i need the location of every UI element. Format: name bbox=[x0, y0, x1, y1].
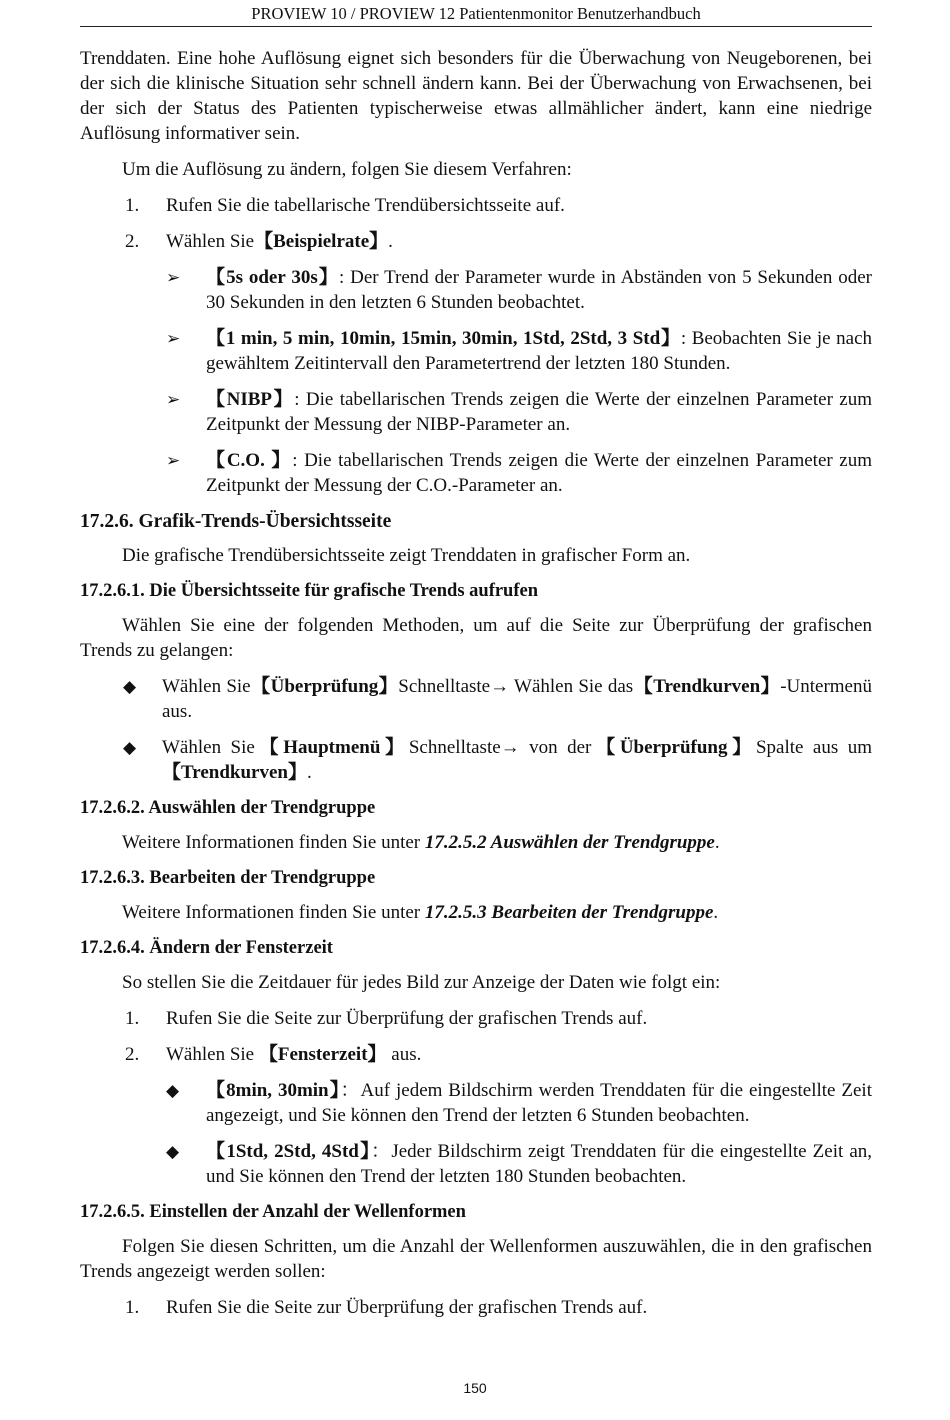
arrow-bullet-icon: ➢ bbox=[166, 451, 181, 470]
item-bold: 【1Std, 2Std, 4Std】 bbox=[206, 1141, 371, 1162]
step-number: 1. bbox=[125, 195, 140, 216]
method-item-2 bbox=[80, 735, 872, 785]
item-bold: 【Trendkurven】 bbox=[633, 676, 781, 697]
section-text bbox=[80, 830, 872, 855]
res-step-2 bbox=[80, 229, 872, 254]
rate-bold: 【1 min, 5 min, 10min, 15min, 30min, 1Std, 2Std, 3 Std】 bbox=[206, 328, 681, 349]
arrow-bullet-icon: ➢ bbox=[166, 390, 181, 409]
item-bold: 【Trendkurven】 bbox=[162, 762, 307, 783]
step-text: Rufen Sie die Seite zur Überprüfung der grafischen Trends auf. bbox=[166, 1297, 648, 1318]
item-text: -Untermenü aus. bbox=[162, 676, 872, 722]
resolution-intro: Um die Auflösung zu ändern, folgen Sie diesem Verfahren: bbox=[122, 159, 572, 180]
section-heading-17-2-6-5: 17.2.6.5. Einstellen der Anzahl der Wellenformen bbox=[80, 1202, 466, 1222]
rate-item-min bbox=[80, 326, 872, 376]
cross-reference-link[interactable]: 17.2.5.2 Auswählen der Trendgruppe bbox=[424, 832, 715, 853]
window-step-2 bbox=[80, 1042, 872, 1067]
rate-text: : Der Trend der Parameter wurde in Abständen von 5 Sekunden oder 30 Sekunden in den letzten 6 Stunden beobachtet. bbox=[206, 267, 872, 313]
ref-post: . bbox=[713, 902, 719, 923]
window-step-1 bbox=[80, 1006, 872, 1031]
rate-bold: 【NIBP】 bbox=[206, 389, 295, 410]
step-text: Rufen Sie die Seite zur Überprüfung der grafischen Trends auf. bbox=[166, 1008, 648, 1029]
section-text bbox=[80, 900, 872, 925]
step-text: Wählen Sie bbox=[166, 1044, 255, 1065]
step-number: 2. bbox=[125, 1044, 140, 1065]
step-number: 1. bbox=[125, 1008, 140, 1029]
section-text: So stellen Sie die Zeitdauer für jedes Bild zur Anzeige der Daten wie folgt ein: bbox=[122, 972, 721, 993]
rate-bold: 【5s oder 30s】 bbox=[206, 267, 339, 288]
section-heading-17-2-6: 17.2.6. Grafik-Trends-Übersichtsseite bbox=[80, 511, 392, 532]
step-post: . bbox=[388, 231, 393, 252]
item-text: Schnelltaste→ von der bbox=[408, 737, 592, 758]
rate-item-nibp bbox=[80, 387, 872, 437]
step-number: 2. bbox=[125, 231, 140, 252]
section-heading-17-2-6-3: 17.2.6.3. Bearbeiten der Trendgruppe bbox=[80, 868, 376, 888]
method-item-1 bbox=[80, 674, 872, 724]
ref-post: . bbox=[714, 832, 720, 853]
section-heading-17-2-6-1: 17.2.6.1. Die Übersichtsseite für grafische Trends aufrufen bbox=[80, 581, 539, 601]
rate-text: : Die tabellarischen Trends zeigen die Werte der einzelnen Parameter zum Zeitpunkt der Messung der NIBP-Parameter an. bbox=[206, 389, 872, 435]
intro-paragraph: Trenddaten. Eine hohe Auflösung eignet sich besonders für die Überwachung von Neugeborenen, bei der sich die klinische Situation sehr schnell ändern kann. Bei der Überwachung von Erwachsenen, bei der sich der Status des Patienten typischerweise etwas allmählicher ändert, kann eine niedrige Auflösung informativer sein. bbox=[80, 48, 872, 144]
item-text: ：Auf jedem Bildschirm werden Trenddaten für die eingestellte Zeit angezeigt, und Sie können den Trend der letzten 6 Stunden beobachten. bbox=[206, 1080, 872, 1126]
section-heading-17-2-6-2: 17.2.6.2. Auswählen der Trendgruppe bbox=[80, 798, 376, 818]
step-bold: 【Fensterzeit】 bbox=[258, 1044, 387, 1065]
item-bold: 【Hauptmenü】 bbox=[254, 737, 409, 758]
ref-pre: Weitere Informationen finden Sie unter bbox=[122, 902, 421, 923]
item-text: Schnelltaste→ Wählen Sie das bbox=[398, 676, 634, 697]
item-text: Spalte aus um bbox=[755, 737, 872, 758]
section-text: Die grafische Trendübersichtsseite zeigt Trenddaten in grafischer Form an. bbox=[122, 545, 691, 566]
step-number: 1. bbox=[125, 1297, 140, 1318]
rate-text: : Beobachten Sie je nach gewähltem Zeitintervall den Parametertrend der letzten 180 Stunden. bbox=[206, 328, 872, 374]
step-bold: 【Beispielrate】 bbox=[254, 231, 389, 252]
waveform-step-1 bbox=[80, 1295, 872, 1320]
diamond-bullet-icon: ◆ bbox=[166, 1142, 180, 1161]
item-text: Wählen Sie bbox=[162, 737, 255, 758]
diamond-bullet-icon: ◆ bbox=[166, 1081, 180, 1100]
step-text: Wählen Sie bbox=[166, 231, 255, 252]
item-bold: 【8min, 30min】 bbox=[206, 1080, 341, 1101]
item-text: . bbox=[307, 762, 312, 783]
diamond-bullet-icon: ◆ bbox=[123, 738, 137, 757]
diamond-bullet-icon: ◆ bbox=[123, 677, 137, 696]
section-text: Wählen Sie eine der folgenden Methoden, um auf die Seite zur Überprüfung der grafischen Trends zu gelangen: bbox=[80, 615, 872, 661]
res-step-1 bbox=[80, 193, 872, 218]
cross-reference-link[interactable]: 17.2.5.3 Bearbeiten der Trendgruppe bbox=[424, 902, 714, 923]
step-post: aus. bbox=[391, 1044, 422, 1065]
item-text: Wählen Sie bbox=[162, 676, 251, 697]
rate-item-5s bbox=[80, 265, 872, 315]
page-header: PROVIEW 10 / PROVIEW 12 Patientenmonitor Benutzerhandbuch bbox=[80, 4, 872, 27]
rate-bold: 【C.O. 】 bbox=[206, 450, 293, 471]
arrow-bullet-icon: ➢ bbox=[166, 268, 181, 287]
section-text: Folgen Sie diesen Schritten, um die Anzahl der Wellenformen auszuwählen, die in den grafischen Trends angezeigt werden sollen: bbox=[80, 1236, 872, 1282]
arrow-bullet-icon: ➢ bbox=[166, 329, 181, 348]
window-item-std bbox=[80, 1139, 872, 1189]
step-text: Rufen Sie die tabellarische Trendübersichtsseite auf. bbox=[166, 195, 565, 216]
rate-text: : Die tabellarischen Trends zeigen die Werte der einzelnen Parameter zum Zeitpunkt der Messung der C.O.-Parameter an. bbox=[206, 450, 872, 496]
rate-item-co bbox=[80, 448, 872, 498]
ref-pre: Weitere Informationen finden Sie unter bbox=[122, 832, 421, 853]
section-heading-17-2-6-4: 17.2.6.4. Ändern der Fensterzeit bbox=[80, 938, 333, 958]
item-bold: 【Überprüfung】 bbox=[250, 676, 399, 697]
item-bold: 【Überprüfung】 bbox=[591, 737, 756, 758]
page-content bbox=[80, 46, 872, 1331]
window-item-min bbox=[80, 1078, 872, 1128]
page-number: 150 bbox=[463, 1380, 487, 1396]
item-text: ：Jeder Bildschirm zeigt Trenddaten für die eingestellte Zeit an, und Sie können den Trend der letzten 180 Stunden beobachten. bbox=[206, 1141, 873, 1187]
